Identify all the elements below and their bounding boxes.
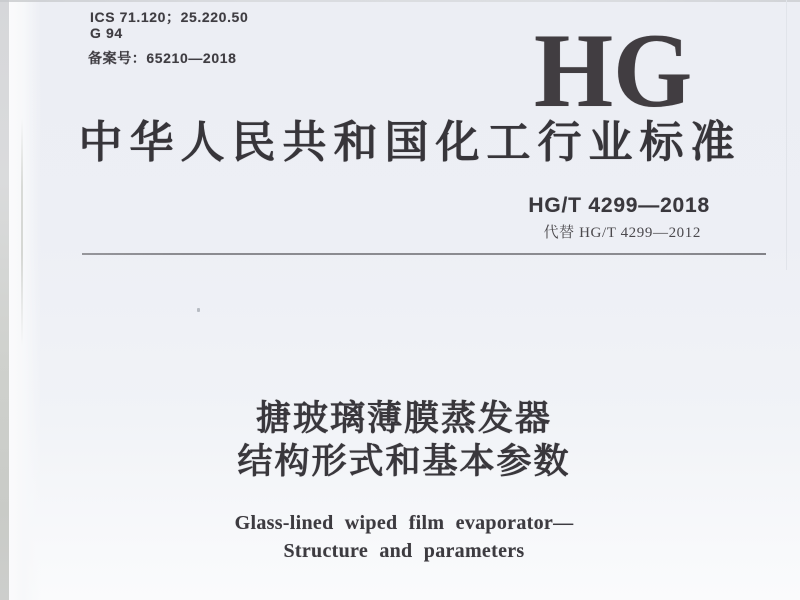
- scan-top-edge: [0, 0, 800, 2]
- doc-class-code: G 94: [90, 25, 123, 41]
- standard-series-title: 中华人民共和国化工行业标准: [78, 118, 742, 167]
- record-number: 备案号：65210—2018: [88, 50, 237, 66]
- hg-logo: HG: [534, 12, 693, 129]
- document-title-cn: [8, 397, 800, 484]
- paper-crease: [21, 118, 23, 346]
- document-title-en-line2: Structure and parameters: [283, 540, 525, 563]
- document-title-en: [8, 509, 800, 566]
- document-title-cn-line2: 结构形式和基本参数: [237, 442, 571, 482]
- standard-code: HG/T 4299—2018: [528, 194, 710, 217]
- header-divider-rule: [82, 253, 766, 255]
- ics-code: ICS 71.120；25.220.50: [90, 9, 249, 25]
- document-title-en-line1: Glass-lined wiped film evaporator—: [234, 512, 574, 534]
- scan-speck: [197, 308, 200, 312]
- paper-right-edge: [786, 0, 787, 270]
- document-title-cn-line1: 搪玻璃薄膜蒸发器: [255, 399, 552, 438]
- replaced-standard: 代替 HG/T 4299—2012: [543, 225, 701, 241]
